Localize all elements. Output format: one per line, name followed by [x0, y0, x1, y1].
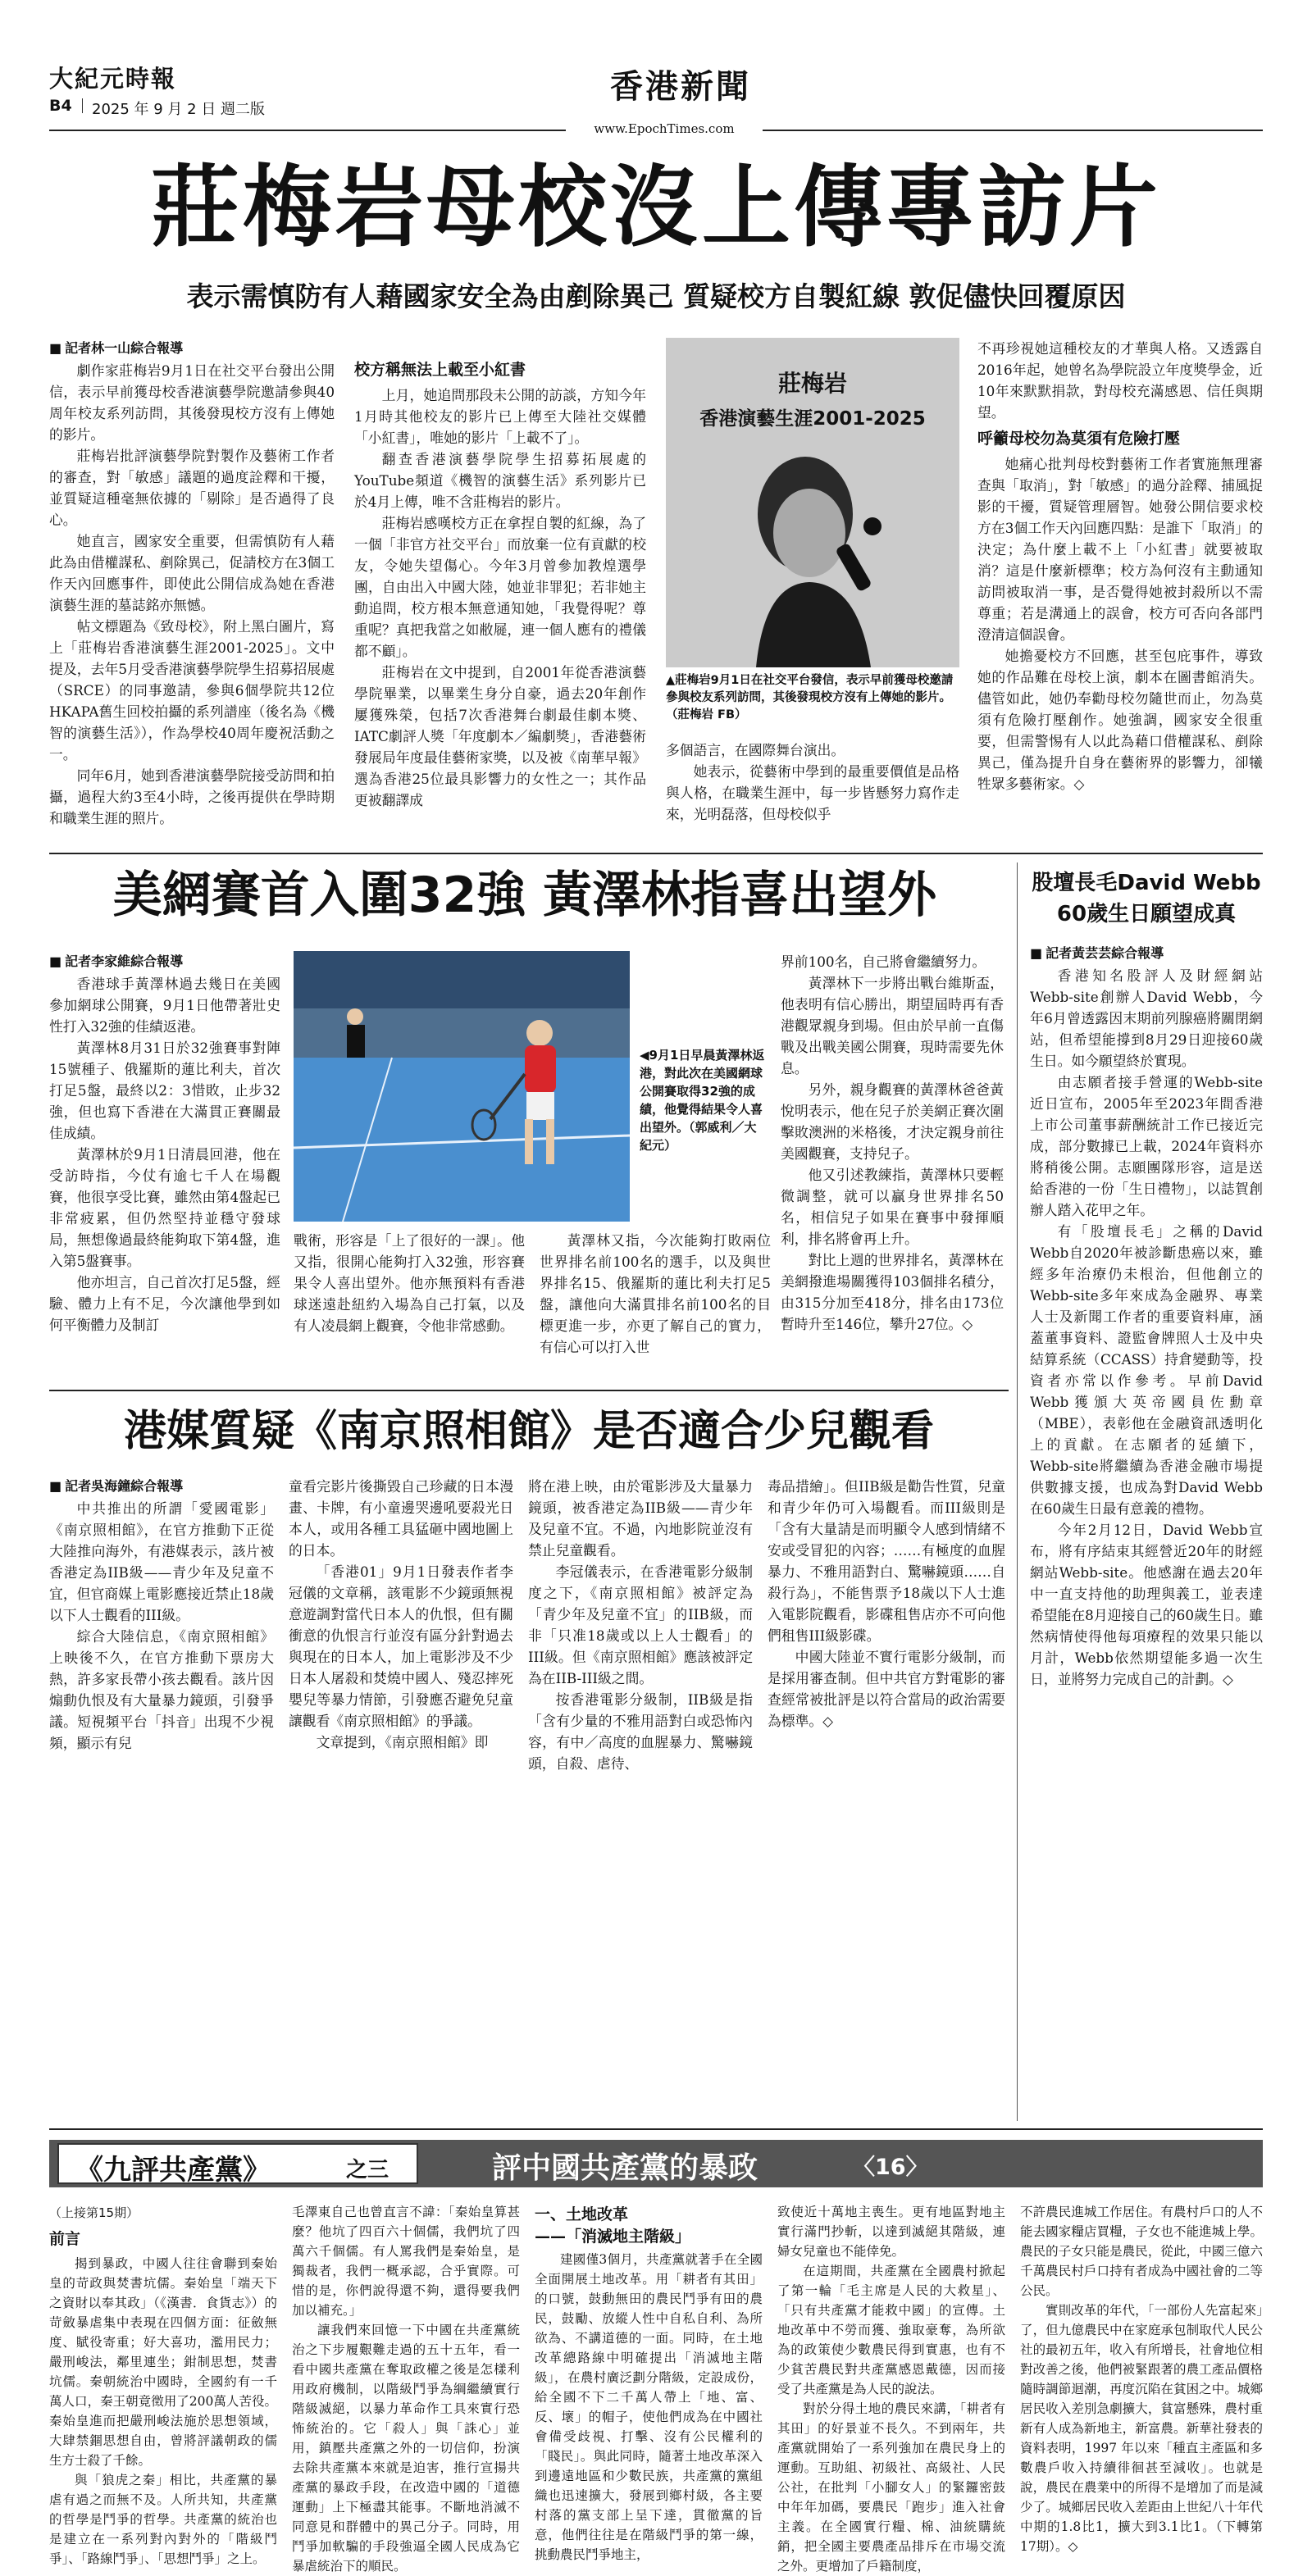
series-col4	[777, 2202, 1005, 2576]
paragraph: 多個語言，在國際舞台演出。	[666, 742, 845, 758]
paragraph: 香港知名股評人及財經網站Webb-site創辦人David Webb，今年6月曾透露因末期前列腺癌將關閉網站，但希望能撐到8月29日迎接60歲生日。如今願望終於實現。	[1030, 967, 1263, 1069]
series-title-main: 《九評共產黨》	[75, 2154, 271, 2187]
masthead-rule-right	[763, 130, 1263, 131]
paragraph: 她表示，從藝術中學到的最重要價值是品格與人格，在職業生涯中，每一步皆懸努力寫作走來，光明磊落，但母校似乎	[666, 763, 959, 822]
paragraph: 李冠儀表示，在香港電影分級制度之下，《南京照相館》被評定為「青少年及兒童不宜」的IIB級，而非「只准18歲或以上人士觀看」的III級。但《南京照相館》應該被評定為在IIB-III級之間。	[528, 1563, 753, 1686]
paragraph: 她直言，國家安全重要，但需慎防有人藉此為由借權謀私、剷除異己，促請校方在3個工作天內回應事件，即使此公開信成為她在香港演藝生涯的墓誌銘亦無憾。	[49, 533, 335, 613]
sidebar-divider	[1017, 862, 1018, 2121]
paragraph: 界前100名，自己將會繼續努力。	[781, 953, 986, 970]
page-separator	[82, 98, 83, 113]
paragraph: 童看完影片後撕毀自己珍藏的日本漫畫、卡牌，有小童邊哭邊吼要殺光日本人，或用各種工具猛砸中國地圖上的日本。	[289, 1478, 513, 1559]
paragraph: 莊梅岩在文中提到，自2001年從香港演藝學院畢業，以畢業生身分自豪，過去20年創作屢獲殊榮，包括7次香港舞台劇最佳劇本獎、IATC劇評人獎「年度劇本／編劇獎」，香港藝術發展局年度最佳藝術家獎，以及被《南華早報》選為香港25位最具影響力的女性之一；其作品更被翻譯成	[354, 664, 646, 808]
story2-photo-caption: ◀9月1日早晨黃澤林返港，對此次在美國網球公開賽取得32強的成績，他覺得結果令人喜出望外。（郭威利／大紀元）	[640, 1048, 765, 1153]
story1-headline: 莊梅岩母校沒上傳專訪片	[150, 156, 1161, 259]
series-banner	[49, 2140, 1263, 2187]
story2-col1	[49, 951, 280, 1336]
paragraph: 香港球手黃澤林過去幾日在美國參加網球公開賽，9月1日他帶著壯史性打入32強的佳績返港。	[49, 976, 280, 1035]
paragraph: 帖文標題為《致母校》，附上黑白圖片，寫上「莊梅岩香港演藝生涯2001-2025」。文中提及，去年5月受香港演藝學院學生招募招展處（SRCE）的同事邀請，參與6個學院共12位HKAPA舊生回校拍攝的系列譜座（後名為《機智的演藝生活》），作為學校40周年慶祝活動之一。	[49, 618, 335, 762]
paragraph: 按香港電影分級制，IIB級是指「含有少量的不雅用語對白或恐怖內容，有中／高度的血腥暴力、驚嚇鏡頭，自殺、虐待、	[528, 1691, 753, 1772]
paragraph: 她擔憂校方不回應，甚至包庇事件，導致她的作品難在母校上演，劇本在圖書館消失。儘管如此，她仍奉勸母校勿隨世而止，勿為莫須有危險打壓創作。她強調，國家安全很重要，但需警惕有人以此為藉口借權謀私、剷除異己，僅為提升自身在藝術界的影響力，卻犧牲眾多藝術家。◇	[977, 648, 1263, 792]
issue-date: 2025 年 9 月 2 日 週二版	[92, 101, 266, 118]
paragraph: 毒品措繪」。但IIB級是勸告性質，兒童和青少年仍可入場觀看。而III級則是「含有大量請是而明顯令人感到情緒不安或受冒犯的內容；……有極度的血腥暴力、不雅用語對白、驚嚇鏡頭……自殺行為」，不能售票予18歲以下人士進入電影院觀看，影碟租售店亦不可向他們租售III級影碟。	[768, 1478, 1005, 1644]
paragraph: 不再珍視她這種校友的才華與人格。又透露自2016年起，她曾名為學院設立年度獎學金，近10年來默默捐款，對母校充滿感恩、信任與期望。	[977, 340, 1263, 421]
story2-bottom-rule	[49, 1390, 1009, 1391]
story1-photo-caption: ▲莊梅岩9月1日在社交平台發信，表示早前獲母校邀請參與校友系列訪問，其後發現校方沒有上傳她的影片。（莊梅岩 FB）	[666, 674, 954, 721]
paragraph: 中共推出的所謂「愛國電影」《南京照相館》，在官方推動下正從大陸推向海外，有港媒表示，該片被香港定為IIB級——青少年及兒童不宜，但官商媒上電影應接近禁止18歲以下人士觀看的III級。	[49, 1500, 274, 1623]
paragraph: 今年2月12日，David Webb宣布，將有序結束其經營近20年的財經網站Webb-site。他感謝在過去20年中一直支持他的助理與義工，並表達希望能在8月迎接自己的60歲生日。雖然病情使得他每項療程的效果只能以月計，Webb依然期望能多過一次生日，並將努力完成自己的計劃。◇	[1030, 1522, 1263, 1687]
story1-col4-subhead: 呼籲母校勿為莫須有危險打壓	[977, 430, 1181, 448]
paragraph: 與「狼虎之秦」相比，共產黨的暴虐有過之而無不及。人所共知，共產黨的哲學是鬥爭的哲學。共產黨的統治也是建立在一系列對內對外的「階級鬥爭」、「路線鬥爭」、「思想鬥爭」之上。	[49, 2473, 277, 2566]
paragraph: 毛澤東自己也曾直言不諱：「秦始皇算甚麼？他坑了四百六十個儒，我們坑了四萬六千個儒。有人罵我們是秦始皇，是獨裁者，我們一概承認，合乎實際。可惜的是，你們說得還不夠，還得要我們加以補充。」	[292, 2205, 520, 2318]
paragraph: 中國大陸並不實行電影分級制，而是採用審查制。但中共官方對電影的審查經常被批評是以符合當局的政治需要為標準。◇	[768, 1649, 1005, 1729]
story1-bottom-rule	[49, 853, 1263, 854]
page-number: B4	[49, 97, 72, 115]
sidebar	[1030, 867, 1263, 1690]
paragraph: 由志願者接手營運的Webb-site近日宣布，2005年至2023年間香港上市公司董事薪酬統計工作已接近完成，部分數據已上載，2024年資料亦將稍後公開。志願團隊形容，這是送給香港的一份「生日禮物」，以誌賀創辦人踏入花甲之年。	[1030, 1074, 1263, 1218]
masthead	[49, 57, 1263, 148]
series-sec2-sub: ——「消滅地主階級」	[535, 2228, 691, 2246]
paragraph: 揭到暴政，中國人往往會聯到秦始皇的苛政與焚書坑儒。秦始皇「端天下之資財以奉其政」（《漢書．食貨志》）的苛斂暴虐集中表現在四個方面：征斂無度、賦役寄重；好大喜功，濫用民力；嚴刑峻法，鄰里連坐；鉗制思想，焚書坑儒。秦朝統治中國時，全國約有一千萬人口，秦王朝竟徵用了200萬人苦役。秦始皇進而把嚴刑峻法施於思想領域，大肆禁錮思想自由，曾將評議朝政的儒生方士殺了千餘。	[49, 2256, 277, 2468]
sidebar-byline: ■ 記者黃芸芸綜合報導	[1030, 943, 1263, 962]
paragraph: 她痛心批判母校對藝術工作者實施無理審查與「取消」，對「敏感」的過分詮釋、捕風捉影的干擾，質疑管理層智。她發公開信要求校方在3個工作天內回應四點：是誰下「取消」的決定；為什麼上載不上「小紅書」就要被取消？這是什麼新標準；校方為何沒有主動通知訪問被取消一事，是否覺得她被封殺所以不需尊重；若是溝通上的誤會，校方可否向各部門澄清這個誤會。	[977, 456, 1263, 643]
photo-overlay	[666, 366, 959, 430]
story1-subhead: 表示需慎防有人藉國家安全為由剷除異己 質疑校方自製紅線 敦促儘快回覆原因	[186, 280, 1126, 312]
story1-col2	[354, 354, 646, 811]
paragraph: 他又引述教練指，黃澤林只要輕微調整，就可以贏身世界排名50名，相信兒子如果在賽事中發揮順利，排名將會再上升。	[781, 1167, 1004, 1247]
series-sec2-title: 一、土地改革	[535, 2205, 629, 2223]
story3-col1	[49, 1476, 274, 1754]
series-number: 〈16〉	[853, 2155, 928, 2180]
series-col5	[1020, 2202, 1263, 2556]
paragraph: 對於分得土地的農民來講，「耕者有其田」的好景並不長久。不到兩年，共產黨就開始了一系列強加在農民身上的運動。互助組、初級社、高級社、人民公社，在批判「小腳女人」的緊鑼密鼓中年年加碼，要農民「跑步」進入社會主義。在全國實行糧、棉、油統購統銷，把全國主要農產品排斥在市場交流之外。更增加了戶籍制度，	[777, 2401, 1005, 2574]
paragraph: 黃澤林又指，今次能夠打敗兩位世界排名前100名的選手，以及與世界排名15、俄羅斯的蓮比利夫打足5盤，讓他向大滿貫排名前100名的目標更進一步，亦更了解自己的實力，有信心可以打入世	[540, 1232, 771, 1355]
site-url[interactable]: www.EpochTimes.com	[594, 121, 735, 136]
paragraph: 「香港01」9月1日發表作者李冠儀的文章稱，該電影不少鏡頭無視意遊調對當代日本人的仇恨，但有關衝意的仇恨言行並沒有區分針對過去與現在的日本人，加上電影涉及不少日本人屠殺和焚燒中國人、殘忍摔死嬰兒等暴力情節，引發應否避免兒童讓觀看《南京照相館》的爭議。	[289, 1563, 513, 1729]
sidebar-headline-1: 股壇長毛David Webb	[1032, 871, 1261, 895]
series-title-suffix: 之三	[346, 2158, 390, 2182]
story2-photo	[294, 951, 630, 1222]
story3-col4	[768, 1476, 1005, 1732]
photo-overlay-title: 香港演藝生涯2001-2025	[699, 408, 926, 430]
paper-logo: 大紀元時報	[49, 65, 177, 93]
series-col3	[535, 2202, 763, 2565]
section-title: 香港新聞	[610, 68, 751, 106]
paragraph: 黃澤林下一步將出戰台維斯盃，他表明有信心勝出，期望屆時再有香港觀眾親身到場。但由於早前一直傷戰及出戰美國公開賽，現時需要先休息。	[781, 975, 1004, 1076]
paragraph: 有「股壇長毛」之稱的David Webb自2020年被診斷患癌以來，雖經多年治療仍未根治，但他創立的Webb-site多年來成為金融界、專業人士及新聞工作者的重要資料庫，涵蓋董事資料、證監會牌照人士及中央結算系統（CCASS）持倉變動等，投資者亦常以作參考。早前David Webb獲頒大英帝國員佐勳章（MBE），表彰他在金融資訊透明化上的貢獻。在志願者的延續下，Webb-site將繼續為香港金融市場提供數據支援，也成為對David Webb在60歲生日最有意義的禮物。	[1030, 1223, 1263, 1517]
paragraph: 文章提到，《南京照相館》即	[316, 1734, 489, 1750]
paragraph: 不許農民進城工作居住。有農村戶口的人不能去國家糧店買糧，子女也不能進城上學。農民的子女只能是農民，從此，中國三億六千萬農民村戶口持有者成為中國社會的二等公民。	[1020, 2205, 1263, 2298]
story2-col2	[294, 1230, 525, 1336]
paragraph: 實則改革的年代，「一部份人先富起來」了，但九億農民中在家庭承包制取代人民公社的最初五年，收入有所增長，社會地位相對改善之後，他們被緊跟著的農工產品價格隨時調節迴潮，再度沉陷在貧困之中。城鄉居民收入差別急劇擴大，貧富懸殊，農村重新有人成為新地主，新富農。新華社發表的資料表明，1997 年以來「種直主產區和多數農戶收入持續徘徊甚至減收」。也就是說，農民在農業中的所得不是增加了而是減少了。城鄉居民收入差距由上世紀八十年代中期的1.8比1，擴大到3.1比1。（下轉第17期）。◇	[1020, 2303, 1263, 2554]
story2-col4	[781, 951, 1004, 1335]
story2-col3	[540, 1230, 771, 1358]
paragraph: 上月，她追問那段未公開的訪談，方知今年1月時其他校友的影片已上傳至大陸社交媒體「小紅書」，唯她的影片「上載不了」。	[354, 387, 646, 446]
paragraph: 致使近十萬地主喪生。更有地區對地主實行滿門抄斬，以達到滅絕其階級，連婦女兒童也不能倖免。	[777, 2205, 1005, 2259]
story1-col2-subhead: 校方稱無法上載至小紅書	[354, 361, 526, 379]
story1-byline: ■ 記者林一山綜合報導	[49, 338, 335, 357]
paragraph: 另外，親身觀賽的黃澤林爸爸黃悅明表示，他在兒子於美網正賽次圍擊敗澳洲的米格後，才決定親身前往美國觀賽，支持兒子。	[781, 1081, 1004, 1162]
paragraph: 將在港上映，由於電影涉及大量暴力鏡頭，被香港定為IIB級——青少年及兒童不宜。不過，內地影院並沒有禁止兒童觀看。	[528, 1478, 753, 1559]
series-title-right: 評中國共產黨的暴政	[492, 2151, 758, 2185]
story1-col4	[977, 338, 1263, 794]
paragraph: 讓我們來回憶一下中國在共產黨統治之下步履艱難走過的五十五年，看一看中國共產黨在奪取政權之後是怎樣利用政府機制，以階級鬥爭為綱繼續實行階級滅絕，以暴力革命作工具來實行恐怖統治的。它「殺人」與「誅心」並用，鎮壓共產黨之外的一切信仰，扮演去除共產黨本來就是迫害，推行宣揚共產黨的暴政手段，在改造中國的「道德運動」上下極盡其能事。不斷地消滅不同意見和群體中的異己分子。同時，用鬥爭加軟騙的手段強逼全國人民成為它暴虐統治下的順民。	[292, 2323, 520, 2574]
series-col2	[292, 2202, 520, 2576]
story3-byline: ■ 記者吳海鐘綜合報導	[49, 1476, 274, 1495]
paragraph: 莊梅岩批評演藝學院對製作及藝術工作者的審查，對「敏感」議題的過度詮釋和干擾，並質疑這種毫無依據的「剔除」是否過得了良心。	[49, 448, 335, 528]
tennis-illustration	[294, 951, 630, 1222]
series-sec1-title: 前言	[49, 2230, 81, 2248]
paragraph: 黃澤林8月31日於32強賽事對陣15號種子、俄羅斯的蓮比利夫，首次打足5盤，最終以2：3惜敗，止步32強，但也寫下香港在大滿貫正賽關最佳成績。	[49, 1040, 280, 1141]
story3-col2	[289, 1476, 513, 1753]
story1-col1	[49, 338, 335, 829]
paragraph: 他亦坦言，自己首次打足5盤，經驗、體力上有不足，今次讓他學到如何平衡體力及制訂	[49, 1274, 280, 1333]
paragraph: 莊梅岩感嘆校方正在拿捏自製的紅線，為了一個「非官方社交平台」而放棄一位有貢獻的校友，令她失望傷心。今年3月曾參加教煌選學團，自由出入中國大陸，她並非罪犯；若非她主動追問，校方根本無意通知她，「我覺得呢？尊重呢？真把我當之如敝屣，連一個人應有的禮儀都不顧」。	[354, 515, 646, 659]
sidebar-headline-2: 60歲生日願望成真	[1056, 902, 1237, 926]
photo-overlay-name: 莊梅岩	[777, 370, 847, 397]
story3-headline: 港媒質疑《南京照相館》是否適合少兒觀看	[123, 1407, 934, 1456]
paragraph: 翻查香港演藝學院學生招募拓展處的YouTube頻道《機智的演藝生活》系列影片已於4月上傳，唯不含莊梅岩的影片。	[354, 451, 646, 510]
paragraph: 對比上週的世界排名，黃澤林在美網撥進場關獲得103個排名積分，由315分加至418分，排名由173位暫時升至146位，攀升27位。◇	[781, 1252, 1004, 1332]
paragraph: 綜合大陸信息，《南京照相館》上映後不久，在官方推動下票房大熱，許多家長帶小孩去觀看。該片因煽動仇恨及有大量暴力鏡頭，引發爭議。短視頻平台「抖音」出現不少視頻，顯示有兒	[49, 1628, 274, 1751]
series-cont-note: （上接第15期）	[49, 2205, 139, 2220]
paragraph: 戰術，形容是「上了很好的一課」。他又指，很開心能夠打入32強，形容賽果令人喜出望外。他亦無預料有香港球迷遠赴紐約入場為自己打氣，以及有人凌晨網上觀賽，令他非常感動。	[294, 1232, 525, 1334]
paragraph: 劇作家莊梅岩9月1日在社交平台發出公開信，表示早前獲母校香港演藝學院邀請參與40周年校友系列訪問，其後發現校方沒有上傳她的影片。	[49, 362, 335, 443]
paragraph: 同年6月，她到香港演藝學院接受訪問和拍攝，過程大約3至4小時，之後再提供在學時期和職業生涯的照片。	[49, 767, 335, 826]
story1-photo	[666, 338, 959, 667]
masthead-rule-left	[49, 130, 566, 131]
paragraph: 建國僅3個月，共產黨就著手在全國全面開展土地改革。用「耕者有其田」的口號，鼓動無田的農民鬥爭有田的農民，鼓勵、放縱人性中自私自利、為所欲為、不講道德的一面。同時，在土地改革總路線中明確提出「消滅地主階級」，在農村廣泛劃分階級，定設成份，給全國不下二千萬人帶上「地、富、反、壞」的帽子，使他們成為在中國社會備受歧視、打擊、沒有公民權利的「賤民」。與此同時，隨著土地改革深入到邊遠地區和少數民族，共產黨的黨組織也迅速擴大，發展到鄉村級，各主要村落的黨支部上呈下達，貫徹黨的旨意，他們往往是在階級鬥爭的第一線，挑動農民鬥爭地主，	[535, 2252, 763, 2562]
story1-col3-below	[666, 740, 959, 825]
story2-byline: ■ 記者李家維綜合報導	[49, 951, 280, 970]
story3-col3	[528, 1476, 753, 1774]
series-title-box	[57, 2143, 418, 2187]
story3-bottom-rule	[49, 2128, 1263, 2130]
paragraph: 在這期間，共產黨在全國農村掀起了第一輪「毛主席是人民的大救星」、「只有共產黨才能救中國」的宣傳。土地改革中不勞而獲、強取豪奪，為所欲為的政策使少數農民得到實惠，也有不少貧苦農民對共產黨感恩戴德，因而接受了共產黨是為人民的說法。	[777, 2264, 1005, 2396]
series-col1	[49, 2202, 277, 2569]
story2-headline: 美網賽首入圍32強 黃澤林指喜出望外	[112, 867, 937, 924]
paragraph: 黃澤林於9月1日清晨回港，他在受訪時指，今仗有逾七千人在場觀賽，他很享受比賽，雖然由第4盤起已非常疲累，但仍然堅持並穩守發球局，無想像過最終能夠取下第4盤，進入第5盤賽事。	[49, 1146, 280, 1269]
